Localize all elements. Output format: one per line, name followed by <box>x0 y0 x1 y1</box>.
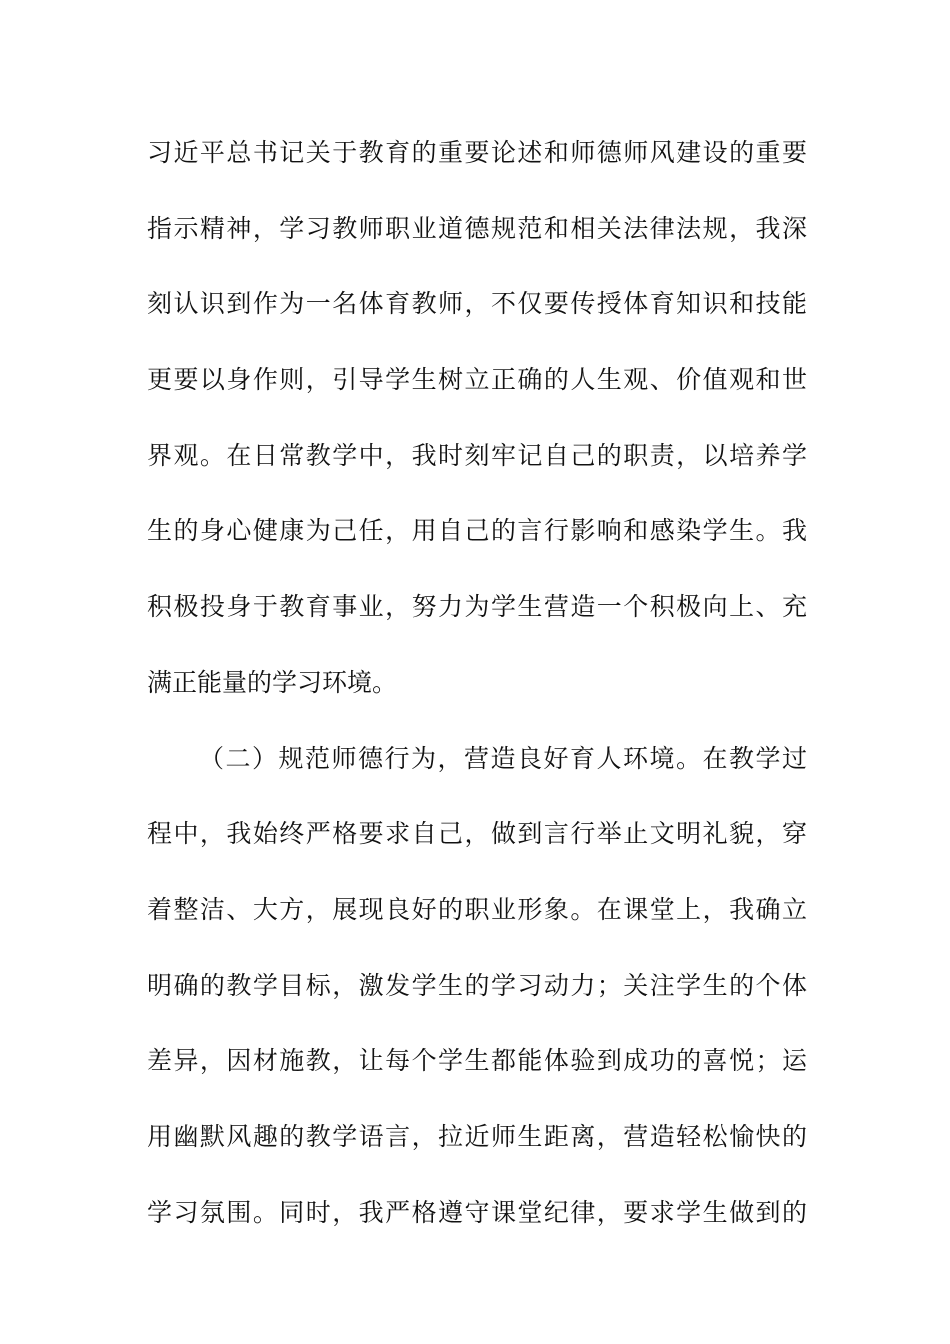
paragraph-end-line: 满正能量的学习环境。 <box>147 667 398 697</box>
text-line: 指示精神，学习教师职业道德规范和相关法律法规，我深 <box>147 213 807 243</box>
text-line: 生的身心健康为己任，用自己的言行影响和感染学生。我 <box>147 516 807 546</box>
text-line: 用幽默风趣的教学语言，拉近师生距离，营造轻松愉快的 <box>147 1121 807 1151</box>
text-line: 积极投身于教育事业，努力为学生营造一个积极向上、充 <box>147 592 807 622</box>
text-line: 更要以身作则，引导学生树立正确的人生观、价值观和世 <box>147 365 807 395</box>
text-line: 明确的教学目标，激发学生的学习动力；关注学生的个体 <box>147 970 807 1000</box>
text-line: 差异，因材施教，让每个学生都能体验到成功的喜悦；运 <box>147 1046 807 1076</box>
text-line: 学习氛围。同时，我严格遵守课堂纪律，要求学生做到的 <box>147 1197 807 1227</box>
text-line: 着整洁、大方，展现良好的职业形象。在课堂上，我确立 <box>147 894 807 924</box>
section-heading-line: （二）规范师德行为，营造良好育人环境。在教学过 <box>199 743 807 773</box>
body-text <box>147 133 807 1268</box>
text-line: 程中，我始终严格要求自己，做到言行举止文明礼貌，穿 <box>147 819 807 849</box>
text-line: 界观。在日常教学中，我时刻牢记自己的职责，以培养学 <box>147 440 807 470</box>
text-line: 习近平总书记关于教育的重要论述和师德师风建设的重要 <box>147 138 807 167</box>
text-line: 刻认识到作为一名体育教师，不仅要传授体育知识和技能 <box>147 289 807 319</box>
